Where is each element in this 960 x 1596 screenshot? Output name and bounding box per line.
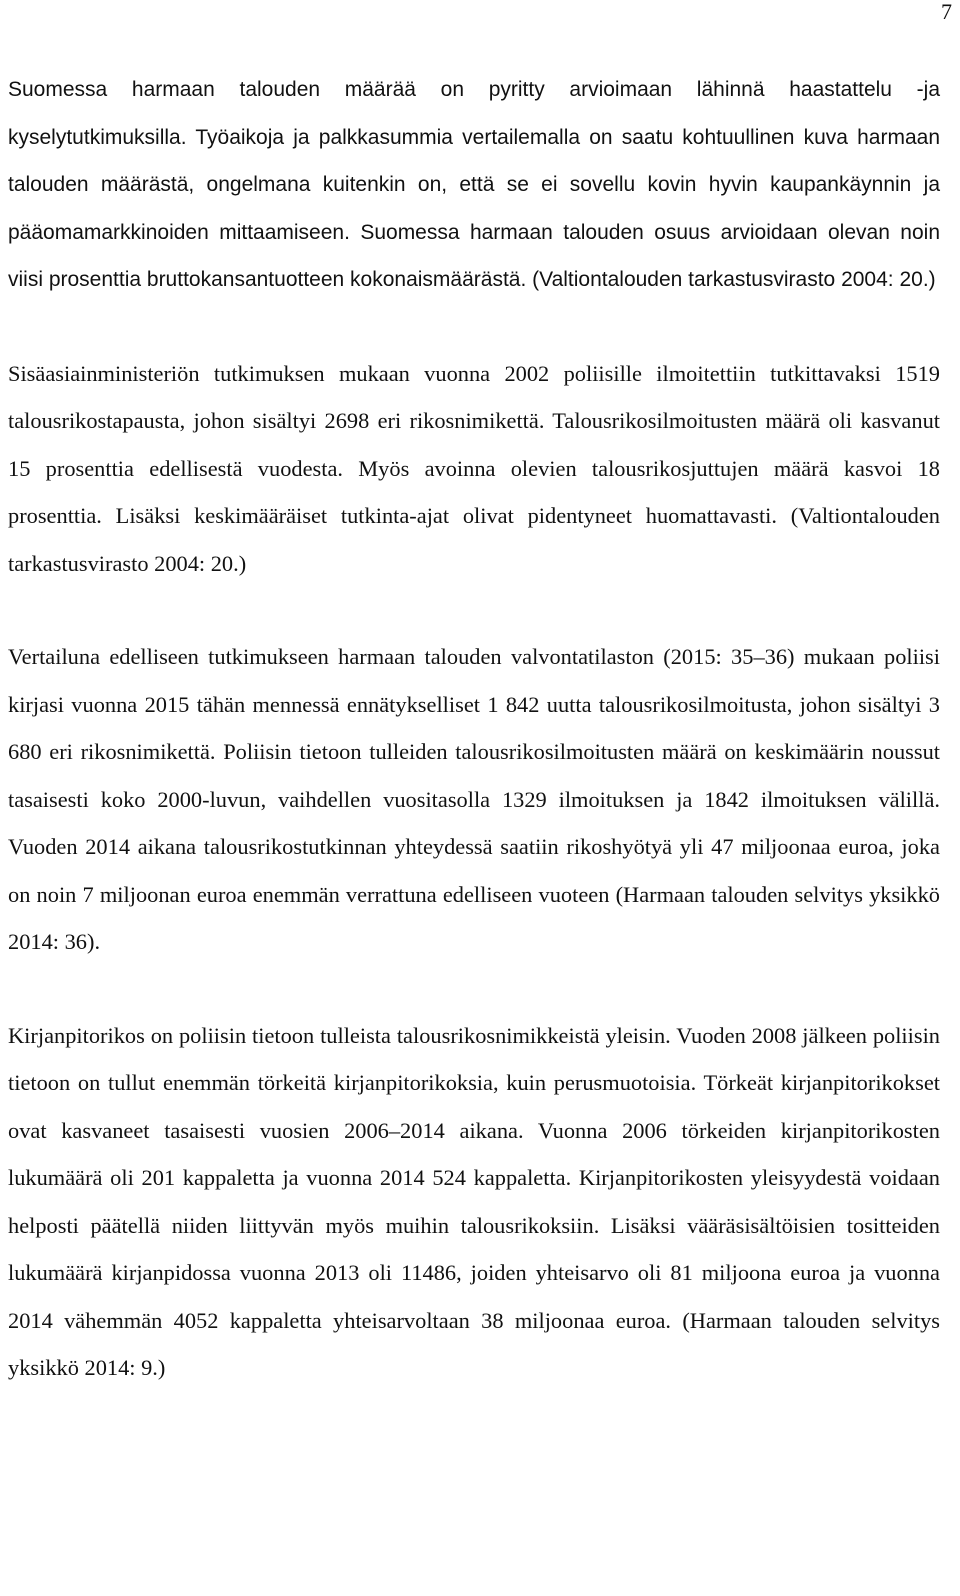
paragraph-2015-statistics: Vertailuna edelliseen tutkimukseen harmaan talouden valvontatilaston (2015: 35–36) mukaan poliisi kirjasi vuonna 2015 tähän mennessä ennätykselliset 1 842 uutta talousrikosilmoitusta, johon sisältyi 3 680 eri rikosnimikettä. Poliisin tietoon tulleiden talousrikosilmoitusten määrä on keskimäärin noussut tasaisesti koko 2000-luvun, vaihdellen vuositasolla 1329 ilmoituksen ja 1842 ilmoituksen välillä. Vuoden 2014 aikana talousrikostutkinnan yhteydessä saatiin rikoshyötyä yli 47 miljoonaa euroa, joka on noin 7 miljoonan euroa enemmän verrattuna edelliseen vuoteen (Harmaan talouden selvitys yksikkö 2014: 36).: [8, 644, 940, 954]
document-body: [8, 66, 940, 1392]
paragraph-accounting-offences: Kirjanpitorikos on poliisin tietoon tulleista talousrikosnimikkeistä yleisin. Vuoden 2008 jälkeen poliisin tietoon on tullut enemmän törkeitä kirjanpitorikoksia, kuin perusmuotoisia. Törkeät kirjanpitorikokset ovat kasvaneet tasaisesti vuosien 2006–2014 aikana. Vuonna 2006 törkeiden kirjanpitorikosten lukumäärä oli 201 kappaletta ja vuonna 2014 524 kappaletta. Kirjanpitorikosten yleisyydestä voidaan helposti päätellä niiden liittyvän myös muihin talousrikoksiin. Lisäksi vääräsisältöisien tositteiden lukumäärä kirjanpidossa vuonna 2013 oli 11486, joiden yhteisarvo oli 81 miljoona euroa ja vuonna 2014 vähemmän 4052 kappaletta yhteisarvoltaan 38 miljoonaa euroa. (Harmaan talouden selvitys yksikkö 2014: 9.): [8, 1022, 940, 1380]
page-number: 7: [941, 0, 952, 24]
paragraph-interior-ministry-study: Sisäasiainministeriön tutkimuksen mukaan vuonna 2002 poliisille ilmoitettiin tutkittavaksi 1519 talousrikostapausta, johon sisältyi 2698 eri rikosnimikettä. Talousrikosilmoitusten määrä oli kasvanut 15 prosenttia edellisestä vuodesta. Myös avoinna olevien talousrikosjuttujen määrä kasvoi 18 prosenttia. Lisäksi keskimääräiset tutkinta-ajat olivat pidentyneet huomattavasti. (Valtiontalouden tarkastusvirasto 2004: 20.): [8, 360, 940, 576]
paragraph-grey-economy-estimate: Suomessa harmaan talouden määrää on pyritty arvioimaan lähinnä haastattelu -ja kyselytutkimuksilla. Työaikoja ja palkkasummia vertailemalla on saatu kohtuullinen kuva harmaan talouden määrästä, ongelmana kuitenkin on, että se ei sovellu kovin hyvin kaupankäynnin ja pääomamarkkinoiden mittaamiseen. Suomessa harmaan talouden osuus arvioidaan olevan noin viisi prosenttia bruttokansantuotteen kokonaismäärästä. (Valtiontalouden tarkastusvirasto 2004: 20.): [8, 78, 940, 291]
